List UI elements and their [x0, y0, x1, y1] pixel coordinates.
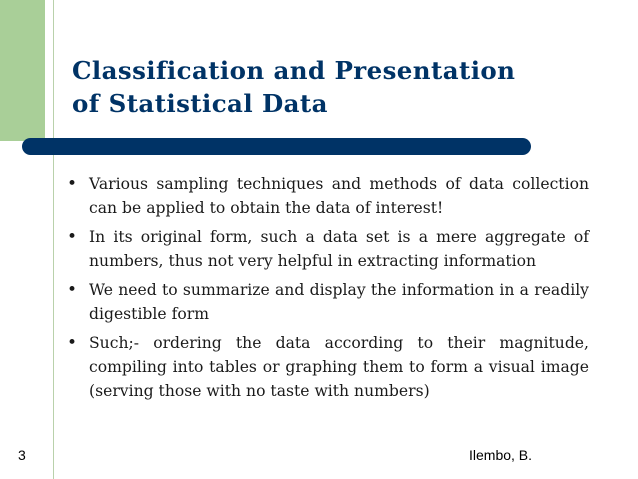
bullet-item [67, 278, 589, 326]
bullet-icon: • [67, 333, 78, 353]
bullet-text: Such;- ordering the data according to their magnitude, compiling into tables or graphing them to form a visual image (serving those with no taste with numbers) [89, 334, 589, 400]
slide-title-line-2: of Statistical Data [72, 89, 328, 118]
bullet-icon: • [67, 227, 78, 247]
bullet-text: Various sampling techniques and methods of data collection can be applied to obtain the data of interest! [89, 175, 589, 217]
bullet-text: We need to summarize and display the information in a readily digestible form [89, 281, 589, 323]
slide-title [72, 54, 612, 120]
decorative-vertical-rule [53, 0, 54, 479]
bullet-list [67, 172, 589, 408]
slide-title-line-1: Classification and Presentation [72, 56, 516, 85]
bullet-text: In its original form, such a data set is a mere aggregate of numbers, thus not very helpful in extracting information [89, 228, 589, 270]
bullet-item [67, 225, 589, 273]
slide-number: 3 [18, 447, 26, 463]
footer-author: Ilembo, B. [469, 447, 533, 463]
title-underline-bar [22, 138, 531, 155]
bullet-icon: • [67, 174, 78, 194]
bullet-icon: • [67, 280, 78, 300]
bullet-item [67, 331, 589, 403]
bullet-item [67, 172, 589, 220]
